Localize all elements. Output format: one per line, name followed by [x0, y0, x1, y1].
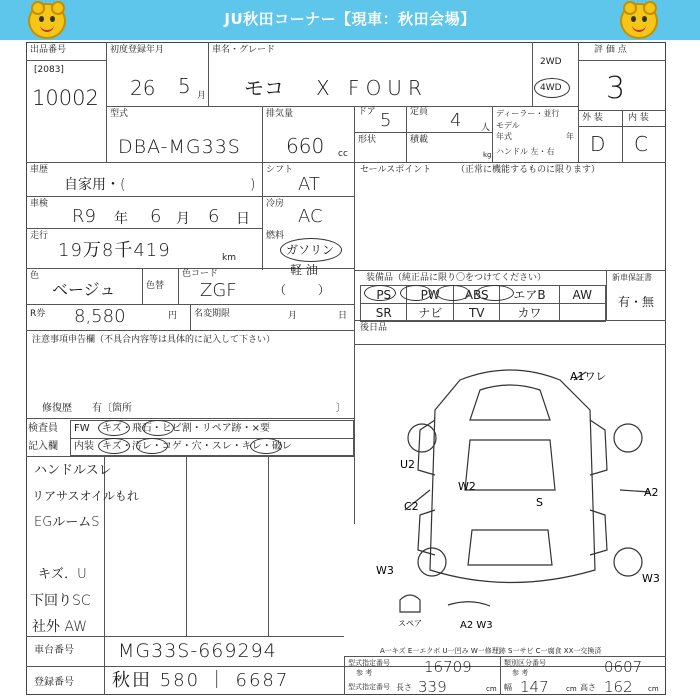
lot-label: 出品番号: [30, 45, 67, 55]
equipment-label: 装備品（純正品に限り〇をつけてください）: [366, 273, 547, 283]
shift-label: シフト: [266, 165, 294, 175]
usage-value: 自家用・(: [64, 177, 126, 193]
diagram-mark-s: S: [536, 496, 543, 509]
registration-label: 登録番号: [34, 677, 74, 688]
exterior-label: 外 装: [582, 113, 603, 123]
diagram-mark-a2-w3: A2 W3: [460, 620, 493, 630]
color-code-label: 色コード: [182, 269, 219, 279]
usage-label: 車歴: [30, 165, 49, 175]
recycle-label: R券: [30, 309, 46, 319]
diagram-mark-w3-left: W3: [376, 564, 394, 577]
diagram-mark-w3-right: W3: [642, 572, 660, 585]
diagram-mark-c2: C2: [404, 500, 419, 513]
handle-label: ハンドル 左・右: [496, 147, 555, 156]
equip-ps: PS: [361, 286, 407, 304]
sales-point-note: （正常に機能するものに限ります）: [456, 165, 601, 175]
equip-aw: AW: [559, 286, 606, 304]
fuel-label: 燃料: [266, 231, 285, 241]
fuel-diesel: 軽 油: [290, 263, 318, 277]
aircon-label: 冷房: [266, 199, 285, 209]
class-number-label: 類別区分番号: [504, 659, 546, 667]
interior-check-label: 内装: [74, 441, 94, 452]
inspection-label: 車検: [30, 199, 49, 209]
capacity-value: 4: [450, 110, 462, 131]
car-diagram: [360, 350, 666, 630]
car-grade: X FOUR: [316, 76, 428, 100]
drive-4wd-circle: [534, 78, 570, 98]
equip-airbag-circle: [476, 285, 514, 301]
lot-sub: [2083]: [34, 65, 64, 75]
inspector-label: 検査員: [28, 423, 58, 434]
page-title: JU秋田コーナー【現車：秋田会場】: [224, 10, 476, 28]
registration-number: 秋田 580 ｜ 6687: [112, 670, 290, 691]
lot-number: 10002: [32, 86, 99, 110]
remark-2: リアサスオイルもれ: [32, 489, 139, 503]
doors-value: 5: [380, 110, 392, 131]
displacement-value: 660: [286, 134, 325, 158]
equip-leather: カワ: [500, 304, 559, 322]
equip-airbag: エアB: [500, 286, 559, 304]
damage-legend: A一キズ E一エクボ U一凹み W一修理跡 S一サビ C一腐食 XX一交換済: [380, 647, 602, 655]
equip-navi: ナビ: [407, 304, 453, 322]
length-value: 339: [418, 678, 447, 696]
dealer-label: ディーラー・並行: [496, 109, 560, 118]
warranty-value: 有・無: [618, 295, 655, 309]
width-value: 147: [520, 678, 549, 696]
spare-label: スペア: [398, 619, 422, 628]
shift-value: AT: [298, 174, 320, 195]
diagram-mark-a2-right: A2: [644, 486, 659, 499]
color-label: 色: [30, 271, 40, 281]
interior-score: C: [634, 132, 648, 156]
car-name: モコ: [244, 76, 284, 100]
remark-6: 社外 AW: [32, 619, 88, 635]
first-reg-year: 26: [130, 76, 156, 100]
drive-2wd: 2WD: [540, 57, 562, 67]
after-items-label: 後日品: [360, 323, 388, 333]
type-number-label: 型式指定番号: [348, 659, 390, 667]
drive-4wd: 4WD: [540, 83, 562, 93]
model-label: 型式: [110, 109, 129, 119]
header-banner: [0, 0, 700, 40]
fuel-gasoline: ガソリン: [286, 243, 335, 257]
interior-items: キズ・汚レ・コゲ・穴・スレ・キレ・破レ: [102, 441, 292, 452]
remark-4: キズ．U: [38, 567, 87, 582]
diagram-mark-a1: A1ワレ: [570, 370, 607, 383]
recycle-value: 8,580: [74, 306, 126, 327]
inspection-month: 6: [150, 206, 162, 227]
color-change-label: 色替: [146, 281, 165, 291]
inspection-day: 6: [208, 206, 220, 227]
equip-tv: TV: [453, 304, 499, 322]
fuel-gasoline-circle: [280, 238, 342, 262]
first-reg-label: 初度登録年月: [110, 45, 165, 55]
name-change-label: 名変期限: [194, 309, 231, 319]
chassis-label: 車台番号: [34, 645, 74, 656]
first-reg-month: 5: [178, 74, 191, 98]
aircon-value: AC: [298, 206, 323, 227]
car-name-label: 車名・グレード: [212, 45, 276, 55]
equip-pw-circle: [400, 285, 432, 301]
fw-label: FW: [74, 423, 90, 434]
fw-items: キズ・飛石・ヒビ割・リペア跡・×要: [102, 423, 270, 434]
type-number: 16709: [424, 658, 472, 676]
color-code: ZGF: [200, 280, 237, 301]
model-code: DBA-MG33S: [118, 136, 241, 158]
mileage-label: 走行: [30, 231, 49, 241]
inspection-era: R9: [72, 206, 96, 227]
warranty-label: 新車保証書: [612, 273, 652, 282]
height-value: 162: [604, 678, 633, 696]
equip-sr: SR: [361, 304, 407, 322]
width-label: 幅: [504, 683, 512, 692]
mascot-icon: [620, 3, 658, 39]
remark-1: ハンドルスレ: [34, 463, 112, 478]
diagram-mark-u2: U2: [400, 458, 416, 471]
exterior-score: D: [590, 132, 606, 156]
chassis-number: MG33S-669294: [118, 640, 277, 662]
remark-5: 下回りSC: [30, 593, 91, 609]
interior-label: 内 装: [628, 113, 649, 123]
shape-label: 形状: [358, 135, 377, 145]
class-number: 0607: [604, 658, 643, 676]
length-label: 長さ: [396, 683, 412, 692]
repair-history: 修復歴 有〔箇所: [42, 403, 132, 414]
score-label: 評 価 点: [594, 45, 627, 55]
equip-pw: PW: [407, 286, 453, 304]
mileage-value: 19万8千419: [58, 240, 171, 261]
height-label: 高さ: [580, 683, 596, 692]
score-value: 3: [606, 71, 626, 106]
displacement-label: 排気量: [266, 109, 294, 119]
equip-abs-circle: [436, 285, 470, 301]
load-label: 積載: [410, 135, 429, 145]
equip-ps-circle: [364, 285, 396, 301]
capacity-label: 定員: [410, 107, 429, 117]
color-value: ベージュ: [52, 280, 116, 299]
notice-label: 注意事項申告欄（不具合内容等は具体的に記入して下さい）: [32, 335, 276, 345]
diagram-mark-w2: W2: [458, 480, 476, 493]
doors-label: ドア: [358, 107, 376, 117]
sales-point-label: セールスポイント: [360, 165, 432, 175]
equip-abs: ABS: [453, 286, 499, 304]
remark-3: EGルームS: [34, 515, 100, 530]
